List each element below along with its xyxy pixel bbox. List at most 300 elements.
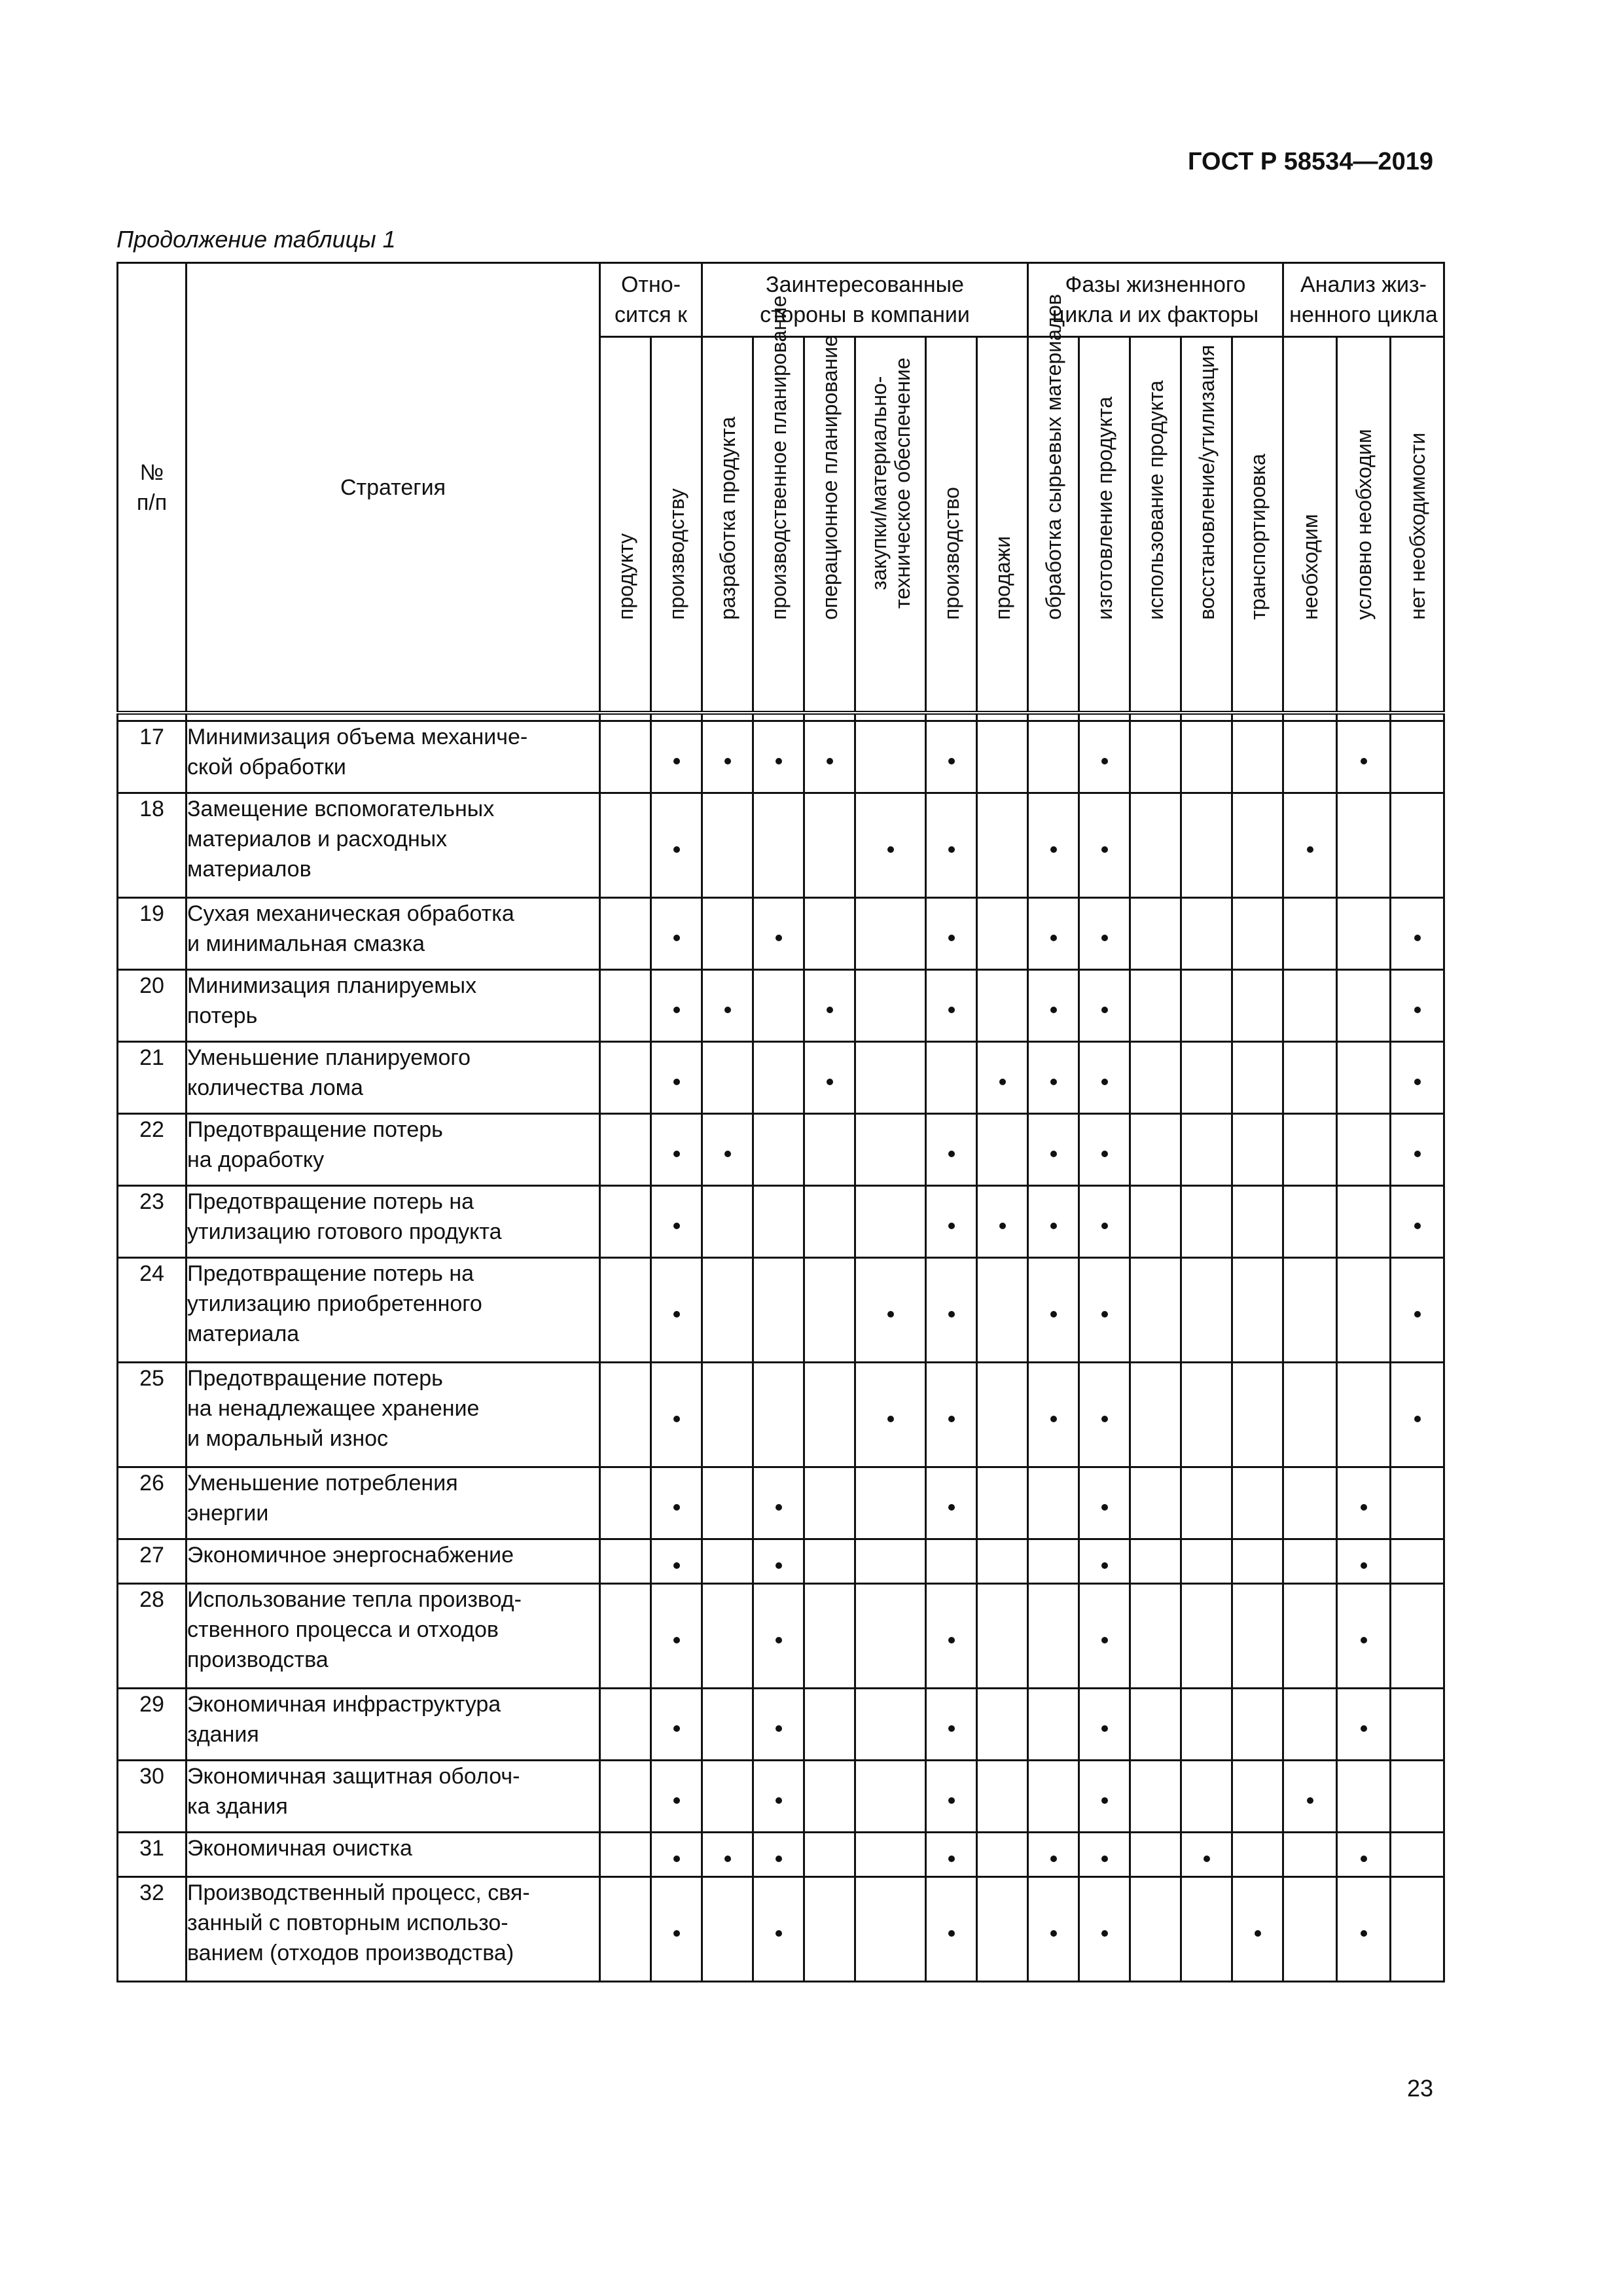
- bullet-mark: [1414, 1416, 1421, 1422]
- mark-cell: [702, 793, 753, 898]
- mark-cell: [1283, 898, 1337, 970]
- mark-cell: [1181, 1584, 1232, 1689]
- mark-cell: [1232, 1467, 1283, 1539]
- mark-cell: [600, 898, 651, 970]
- bullet-mark: [948, 1151, 955, 1157]
- mark-cell: [926, 1761, 977, 1833]
- bullet-mark: [948, 1311, 955, 1318]
- mark-cell: [1232, 1833, 1283, 1877]
- page-number: 23: [1406, 2075, 1433, 2102]
- mark-cell: [1028, 1833, 1079, 1877]
- column-header: [1130, 337, 1181, 713]
- mark-cell: [651, 1186, 702, 1258]
- mark-cell: [1337, 898, 1391, 970]
- column-header: [600, 337, 651, 713]
- mark-cell: [1337, 1761, 1391, 1833]
- mark-cell: [600, 1689, 651, 1761]
- column-header: [1028, 294, 1079, 713]
- mark-cell: [1181, 1833, 1232, 1877]
- row-strategy: Предотвращение потерь на утилизацию приобретенного материала: [187, 1258, 600, 1363]
- mark-cell: [804, 1186, 855, 1258]
- mark-cell: [651, 1467, 702, 1539]
- mark-cell: [1079, 1114, 1130, 1186]
- group-header-stakeholders: Заинтересованные стороны в компании: [702, 263, 1028, 337]
- mark-cell: [702, 721, 753, 793]
- mark-cell: [855, 1689, 926, 1761]
- row-number: 26: [118, 1467, 187, 1539]
- bullet-mark: [1101, 1797, 1108, 1804]
- bullet-mark: [948, 1930, 955, 1937]
- mark-cell: [1391, 1761, 1444, 1833]
- mark-cell: [804, 721, 855, 793]
- mark-cell: [753, 1689, 804, 1761]
- mark-cell: [1130, 1877, 1181, 1982]
- mark-cell: [651, 1258, 702, 1363]
- bullet-mark: [673, 1725, 680, 1732]
- mark-cell: [1181, 1363, 1232, 1467]
- bullet-mark: [673, 1007, 680, 1013]
- row-strategy: Экономичная инфраструктура здания: [187, 1689, 600, 1761]
- table-row: [118, 1877, 1444, 1982]
- column-header-label: обработка сырьевых материалов: [1041, 294, 1065, 620]
- mark-cell: [926, 1584, 977, 1689]
- mark-cell: [855, 1363, 926, 1467]
- mark-cell: [702, 1042, 753, 1114]
- bullet-mark: [1050, 846, 1057, 853]
- mark-cell: [1079, 793, 1130, 898]
- bullet-mark: [1101, 1562, 1108, 1569]
- table-row: [118, 1186, 1444, 1258]
- bullet-mark: [1414, 1151, 1421, 1157]
- bullet-mark: [887, 846, 894, 853]
- mark-cell: [926, 1877, 977, 1982]
- mark-cell: [804, 1761, 855, 1833]
- mark-cell: [600, 970, 651, 1042]
- mark-cell: [855, 1042, 926, 1114]
- column-header: [1283, 337, 1337, 713]
- mark-cell: [1391, 721, 1444, 793]
- mark-cell: [977, 793, 1028, 898]
- column-header: [1391, 337, 1444, 713]
- mark-cell: [1283, 1689, 1337, 1761]
- bullet-mark: [1361, 1562, 1367, 1569]
- mark-cell: [1079, 1363, 1130, 1467]
- mark-cell: [1130, 1363, 1181, 1467]
- bullet-mark: [1307, 1797, 1313, 1804]
- row-number: 22: [118, 1114, 187, 1186]
- mark-cell: [753, 970, 804, 1042]
- row-strategy: Экономичное энергоснабжение: [187, 1539, 600, 1584]
- mark-cell: [977, 1114, 1028, 1186]
- bullet-mark: [948, 1797, 955, 1804]
- mark-cell: [977, 1539, 1028, 1584]
- mark-cell: [1181, 1539, 1232, 1584]
- row-number: 27: [118, 1539, 187, 1584]
- mark-cell: [1079, 1467, 1130, 1539]
- mark-cell: [804, 1042, 855, 1114]
- mark-cell: [1028, 1584, 1079, 1689]
- strategy-table: [116, 262, 1445, 1982]
- mark-cell: [926, 1833, 977, 1877]
- mark-cell: [855, 1833, 926, 1877]
- bullet-mark: [776, 1930, 782, 1937]
- mark-cell: [753, 1363, 804, 1467]
- column-header: [1337, 337, 1391, 713]
- bullet-mark: [673, 1562, 680, 1569]
- bullet-mark: [724, 1151, 731, 1157]
- mark-cell: [651, 1363, 702, 1467]
- mark-cell: [1391, 1539, 1444, 1584]
- mark-cell: [1130, 1761, 1181, 1833]
- mark-cell: [1130, 1114, 1181, 1186]
- column-header-label: нет необходимости: [1405, 432, 1429, 620]
- bullet-mark: [1101, 935, 1108, 941]
- mark-cell: [1028, 721, 1079, 793]
- mark-cell: [753, 1258, 804, 1363]
- table-caption: Продолжение таблицы 1: [116, 226, 396, 253]
- mark-cell: [753, 1539, 804, 1584]
- mark-cell: [1181, 1042, 1232, 1114]
- mark-cell: [600, 1114, 651, 1186]
- mark-cell: [1130, 1689, 1181, 1761]
- bullet-mark: [1050, 1151, 1057, 1157]
- mark-cell: [804, 1877, 855, 1982]
- mark-cell: [1232, 1114, 1283, 1186]
- mark-cell: [1079, 1584, 1130, 1689]
- mark-cell: [855, 1877, 926, 1982]
- mark-cell: [600, 1186, 651, 1258]
- bullet-mark: [673, 1223, 680, 1229]
- mark-cell: [1337, 1877, 1391, 1982]
- mark-cell: [753, 1833, 804, 1877]
- row-strategy: Предотвращение потерь на утилизацию готового продукта: [187, 1186, 600, 1258]
- bullet-mark: [673, 935, 680, 941]
- mark-cell: [855, 1114, 926, 1186]
- mark-cell: [1028, 1042, 1079, 1114]
- mark-cell: [702, 970, 753, 1042]
- mark-cell: [977, 1363, 1028, 1467]
- mark-cell: [804, 793, 855, 898]
- bullet-mark: [1101, 1504, 1108, 1511]
- row-strategy: Производственный процесс, свя- занный с повторным использо- ванием (отходов производства): [187, 1877, 600, 1982]
- bullet-mark: [1361, 1637, 1367, 1643]
- mark-cell: [1028, 898, 1079, 970]
- table-row: [118, 1042, 1444, 1114]
- column-header: [702, 337, 753, 713]
- mark-cell: [1079, 1761, 1130, 1833]
- bullet-mark: [1101, 1416, 1108, 1422]
- column-header: [651, 337, 702, 713]
- mark-cell: [804, 1539, 855, 1584]
- mark-cell: [1391, 1186, 1444, 1258]
- mark-cell: [804, 1258, 855, 1363]
- header-separator: [118, 713, 1444, 721]
- mark-cell: [1079, 1877, 1130, 1982]
- mark-cell: [1391, 1258, 1444, 1363]
- mark-cell: [1079, 970, 1130, 1042]
- mark-cell: [804, 970, 855, 1042]
- group-header-lifecycle-phases: Фазы жизненного цикла и их факторы: [1028, 263, 1283, 337]
- mark-cell: [702, 1761, 753, 1833]
- mark-cell: [1130, 721, 1181, 793]
- mark-cell: [977, 1689, 1028, 1761]
- mark-cell: [1028, 1258, 1079, 1363]
- bullet-mark: [1101, 1725, 1108, 1732]
- mark-cell: [1283, 1467, 1337, 1539]
- column-header: [855, 337, 926, 713]
- bullet-mark: [1050, 1416, 1057, 1422]
- bullet-mark: [776, 1797, 782, 1804]
- mark-cell: [1232, 1363, 1283, 1467]
- bullet-mark: [1050, 935, 1057, 941]
- mark-cell: [1337, 970, 1391, 1042]
- column-header: [1181, 337, 1232, 713]
- bullet-mark: [1361, 1504, 1367, 1511]
- column-header: [1079, 337, 1130, 713]
- row-strategy: Использование тепла производ- ственного процесса и отходов производства: [187, 1584, 600, 1689]
- mark-cell: [1391, 1114, 1444, 1186]
- column-header-label: производству: [664, 488, 688, 620]
- mark-cell: [1181, 1258, 1232, 1363]
- bullet-mark: [1101, 1311, 1108, 1318]
- table-row: [118, 1258, 1444, 1363]
- mark-cell: [804, 1584, 855, 1689]
- bullet-mark: [776, 1856, 782, 1862]
- mark-cell: [855, 898, 926, 970]
- mark-cell: [1391, 898, 1444, 970]
- mark-cell: [753, 1877, 804, 1982]
- mark-cell: [926, 1467, 977, 1539]
- mark-cell: [1283, 1877, 1337, 1982]
- mark-cell: [702, 1689, 753, 1761]
- mark-cell: [753, 1467, 804, 1539]
- mark-cell: [1181, 1877, 1232, 1982]
- mark-cell: [926, 1689, 977, 1761]
- bullet-mark: [1361, 1725, 1367, 1732]
- bullet-mark: [673, 1856, 680, 1862]
- mark-cell: [651, 1584, 702, 1689]
- row-number: 23: [118, 1186, 187, 1258]
- group-header-relates-to: Отно- сится к: [600, 263, 702, 337]
- mark-cell: [855, 793, 926, 898]
- bullet-mark: [1101, 1151, 1108, 1157]
- mark-cell: [600, 721, 651, 793]
- row-strategy: Предотвращение потерь на доработку: [187, 1114, 600, 1186]
- bullet-mark: [1050, 1311, 1057, 1318]
- bullet-mark: [1361, 1930, 1367, 1937]
- mark-cell: [1337, 1042, 1391, 1114]
- document-code: ГОСТ Р 58534—2019: [1188, 148, 1433, 175]
- bullet-mark: [1414, 1007, 1421, 1013]
- mark-cell: [753, 721, 804, 793]
- bullet-mark: [1050, 1856, 1057, 1862]
- column-header-label: использование продукта: [1143, 380, 1168, 620]
- mark-cell: [1391, 1363, 1444, 1467]
- mark-cell: [1079, 1042, 1130, 1114]
- mark-cell: [753, 1186, 804, 1258]
- mark-cell: [702, 1258, 753, 1363]
- mark-cell: [1283, 721, 1337, 793]
- bullet-mark: [999, 1079, 1006, 1085]
- mark-cell: [1337, 1186, 1391, 1258]
- bullet-mark: [1414, 935, 1421, 941]
- row-strategy: Уменьшение планируемого количества лома: [187, 1042, 600, 1114]
- mark-cell: [651, 793, 702, 898]
- mark-cell: [1130, 1833, 1181, 1877]
- mark-cell: [1232, 793, 1283, 898]
- table-row: [118, 1539, 1444, 1584]
- bullet-mark: [724, 1007, 731, 1013]
- row-strategy: Уменьшение потребления энергии: [187, 1467, 600, 1539]
- bullet-mark: [776, 1562, 782, 1569]
- mark-cell: [753, 1584, 804, 1689]
- mark-cell: [1130, 1042, 1181, 1114]
- mark-cell: [1232, 1584, 1283, 1689]
- mark-cell: [1079, 1258, 1130, 1363]
- mark-cell: [1079, 1689, 1130, 1761]
- column-header: [753, 295, 804, 713]
- bullet-mark: [948, 1856, 955, 1862]
- mark-cell: [651, 1877, 702, 1982]
- mark-cell: [1337, 1258, 1391, 1363]
- bullet-mark: [1050, 1223, 1057, 1229]
- row-strategy: Минимизация планируемых потерь: [187, 970, 600, 1042]
- mark-cell: [753, 1761, 804, 1833]
- table-row: [118, 1467, 1444, 1539]
- column-header-label: продажи: [990, 536, 1014, 620]
- mark-cell: [1181, 1114, 1232, 1186]
- bullet-mark: [673, 1311, 680, 1318]
- mark-cell: [1079, 721, 1130, 793]
- column-header-label: производственное планирование: [766, 295, 791, 620]
- column-header-label: необходим: [1298, 514, 1322, 620]
- bullet-mark: [1414, 1079, 1421, 1085]
- mark-cell: [1232, 1042, 1283, 1114]
- bullet-mark: [1050, 1930, 1057, 1937]
- mark-cell: [1283, 1761, 1337, 1833]
- mark-cell: [1391, 970, 1444, 1042]
- mark-cell: [753, 793, 804, 898]
- bullet-mark: [673, 1637, 680, 1643]
- mark-cell: [600, 1042, 651, 1114]
- mark-cell: [753, 898, 804, 970]
- bullet-mark: [999, 1223, 1006, 1229]
- column-header: [1232, 337, 1283, 713]
- bullet-mark: [1101, 758, 1108, 764]
- bullet-mark: [1414, 1223, 1421, 1229]
- row-number: 21: [118, 1042, 187, 1114]
- mark-cell: [1391, 793, 1444, 898]
- bullet-mark: [673, 1416, 680, 1422]
- bullet-mark: [776, 758, 782, 764]
- row-number: 24: [118, 1258, 187, 1363]
- mark-cell: [1283, 1186, 1337, 1258]
- bullet-mark: [1361, 758, 1367, 764]
- mark-cell: [651, 1114, 702, 1186]
- row-number: 17: [118, 721, 187, 793]
- row-number: 20: [118, 970, 187, 1042]
- mark-cell: [651, 1689, 702, 1761]
- table-row: [118, 793, 1444, 898]
- mark-cell: [1391, 1584, 1444, 1689]
- row-strategy: Экономичная защитная оболоч- ка здания: [187, 1761, 600, 1833]
- mark-cell: [1283, 1539, 1337, 1584]
- bullet-mark: [948, 758, 955, 764]
- table-row: [118, 898, 1444, 970]
- row-number: 25: [118, 1363, 187, 1467]
- mark-cell: [1028, 793, 1079, 898]
- mark-cell: [1283, 1584, 1337, 1689]
- mark-cell: [702, 1877, 753, 1982]
- column-header: [804, 334, 855, 713]
- bullet-mark: [827, 1007, 833, 1013]
- row-strategy: Экономичная очистка: [187, 1833, 600, 1877]
- mark-cell: [1232, 970, 1283, 1042]
- mark-cell: [977, 721, 1028, 793]
- mark-cell: [1028, 1761, 1079, 1833]
- mark-cell: [1337, 1114, 1391, 1186]
- bullet-mark: [1101, 846, 1108, 853]
- mark-cell: [804, 898, 855, 970]
- column-header-label: продукту: [613, 533, 637, 620]
- mark-cell: [1130, 1584, 1181, 1689]
- mark-cell: [1130, 1186, 1181, 1258]
- bullet-mark: [673, 1930, 680, 1937]
- column-header: [977, 337, 1028, 713]
- mark-cell: [702, 1363, 753, 1467]
- mark-cell: [651, 1833, 702, 1877]
- mark-cell: [804, 1363, 855, 1467]
- mark-cell: [855, 1584, 926, 1689]
- bullet-mark: [1255, 1930, 1261, 1937]
- bullet-mark: [948, 1725, 955, 1732]
- bullet-mark: [673, 1504, 680, 1511]
- mark-cell: [977, 1584, 1028, 1689]
- mark-cell: [702, 1467, 753, 1539]
- mark-cell: [1391, 1042, 1444, 1114]
- bullet-mark: [887, 1311, 894, 1318]
- column-header-label: разработка продукта: [715, 416, 740, 620]
- mark-cell: [926, 1363, 977, 1467]
- bullet-mark: [948, 1504, 955, 1511]
- mark-cell: [855, 1761, 926, 1833]
- bullet-mark: [948, 1223, 955, 1229]
- mark-cell: [1283, 1042, 1337, 1114]
- mark-cell: [1232, 1877, 1283, 1982]
- mark-cell: [600, 1467, 651, 1539]
- bullet-mark: [776, 1637, 782, 1643]
- mark-cell: [651, 898, 702, 970]
- bullet-mark: [948, 1637, 955, 1643]
- bullet-mark: [776, 1725, 782, 1732]
- mark-cell: [600, 793, 651, 898]
- column-header: [926, 337, 977, 713]
- mark-cell: [926, 1042, 977, 1114]
- mark-cell: [855, 970, 926, 1042]
- mark-cell: [1337, 1363, 1391, 1467]
- mark-cell: [1232, 1761, 1283, 1833]
- mark-cell: [651, 1539, 702, 1584]
- mark-cell: [1337, 1689, 1391, 1761]
- number-column-header: № п/п: [118, 263, 187, 713]
- mark-cell: [804, 1114, 855, 1186]
- mark-cell: [702, 1833, 753, 1877]
- row-strategy: Сухая механическая обработка и минимальная смазка: [187, 898, 600, 970]
- mark-cell: [1337, 1833, 1391, 1877]
- mark-cell: [926, 1539, 977, 1584]
- mark-cell: [1232, 1539, 1283, 1584]
- mark-cell: [804, 1467, 855, 1539]
